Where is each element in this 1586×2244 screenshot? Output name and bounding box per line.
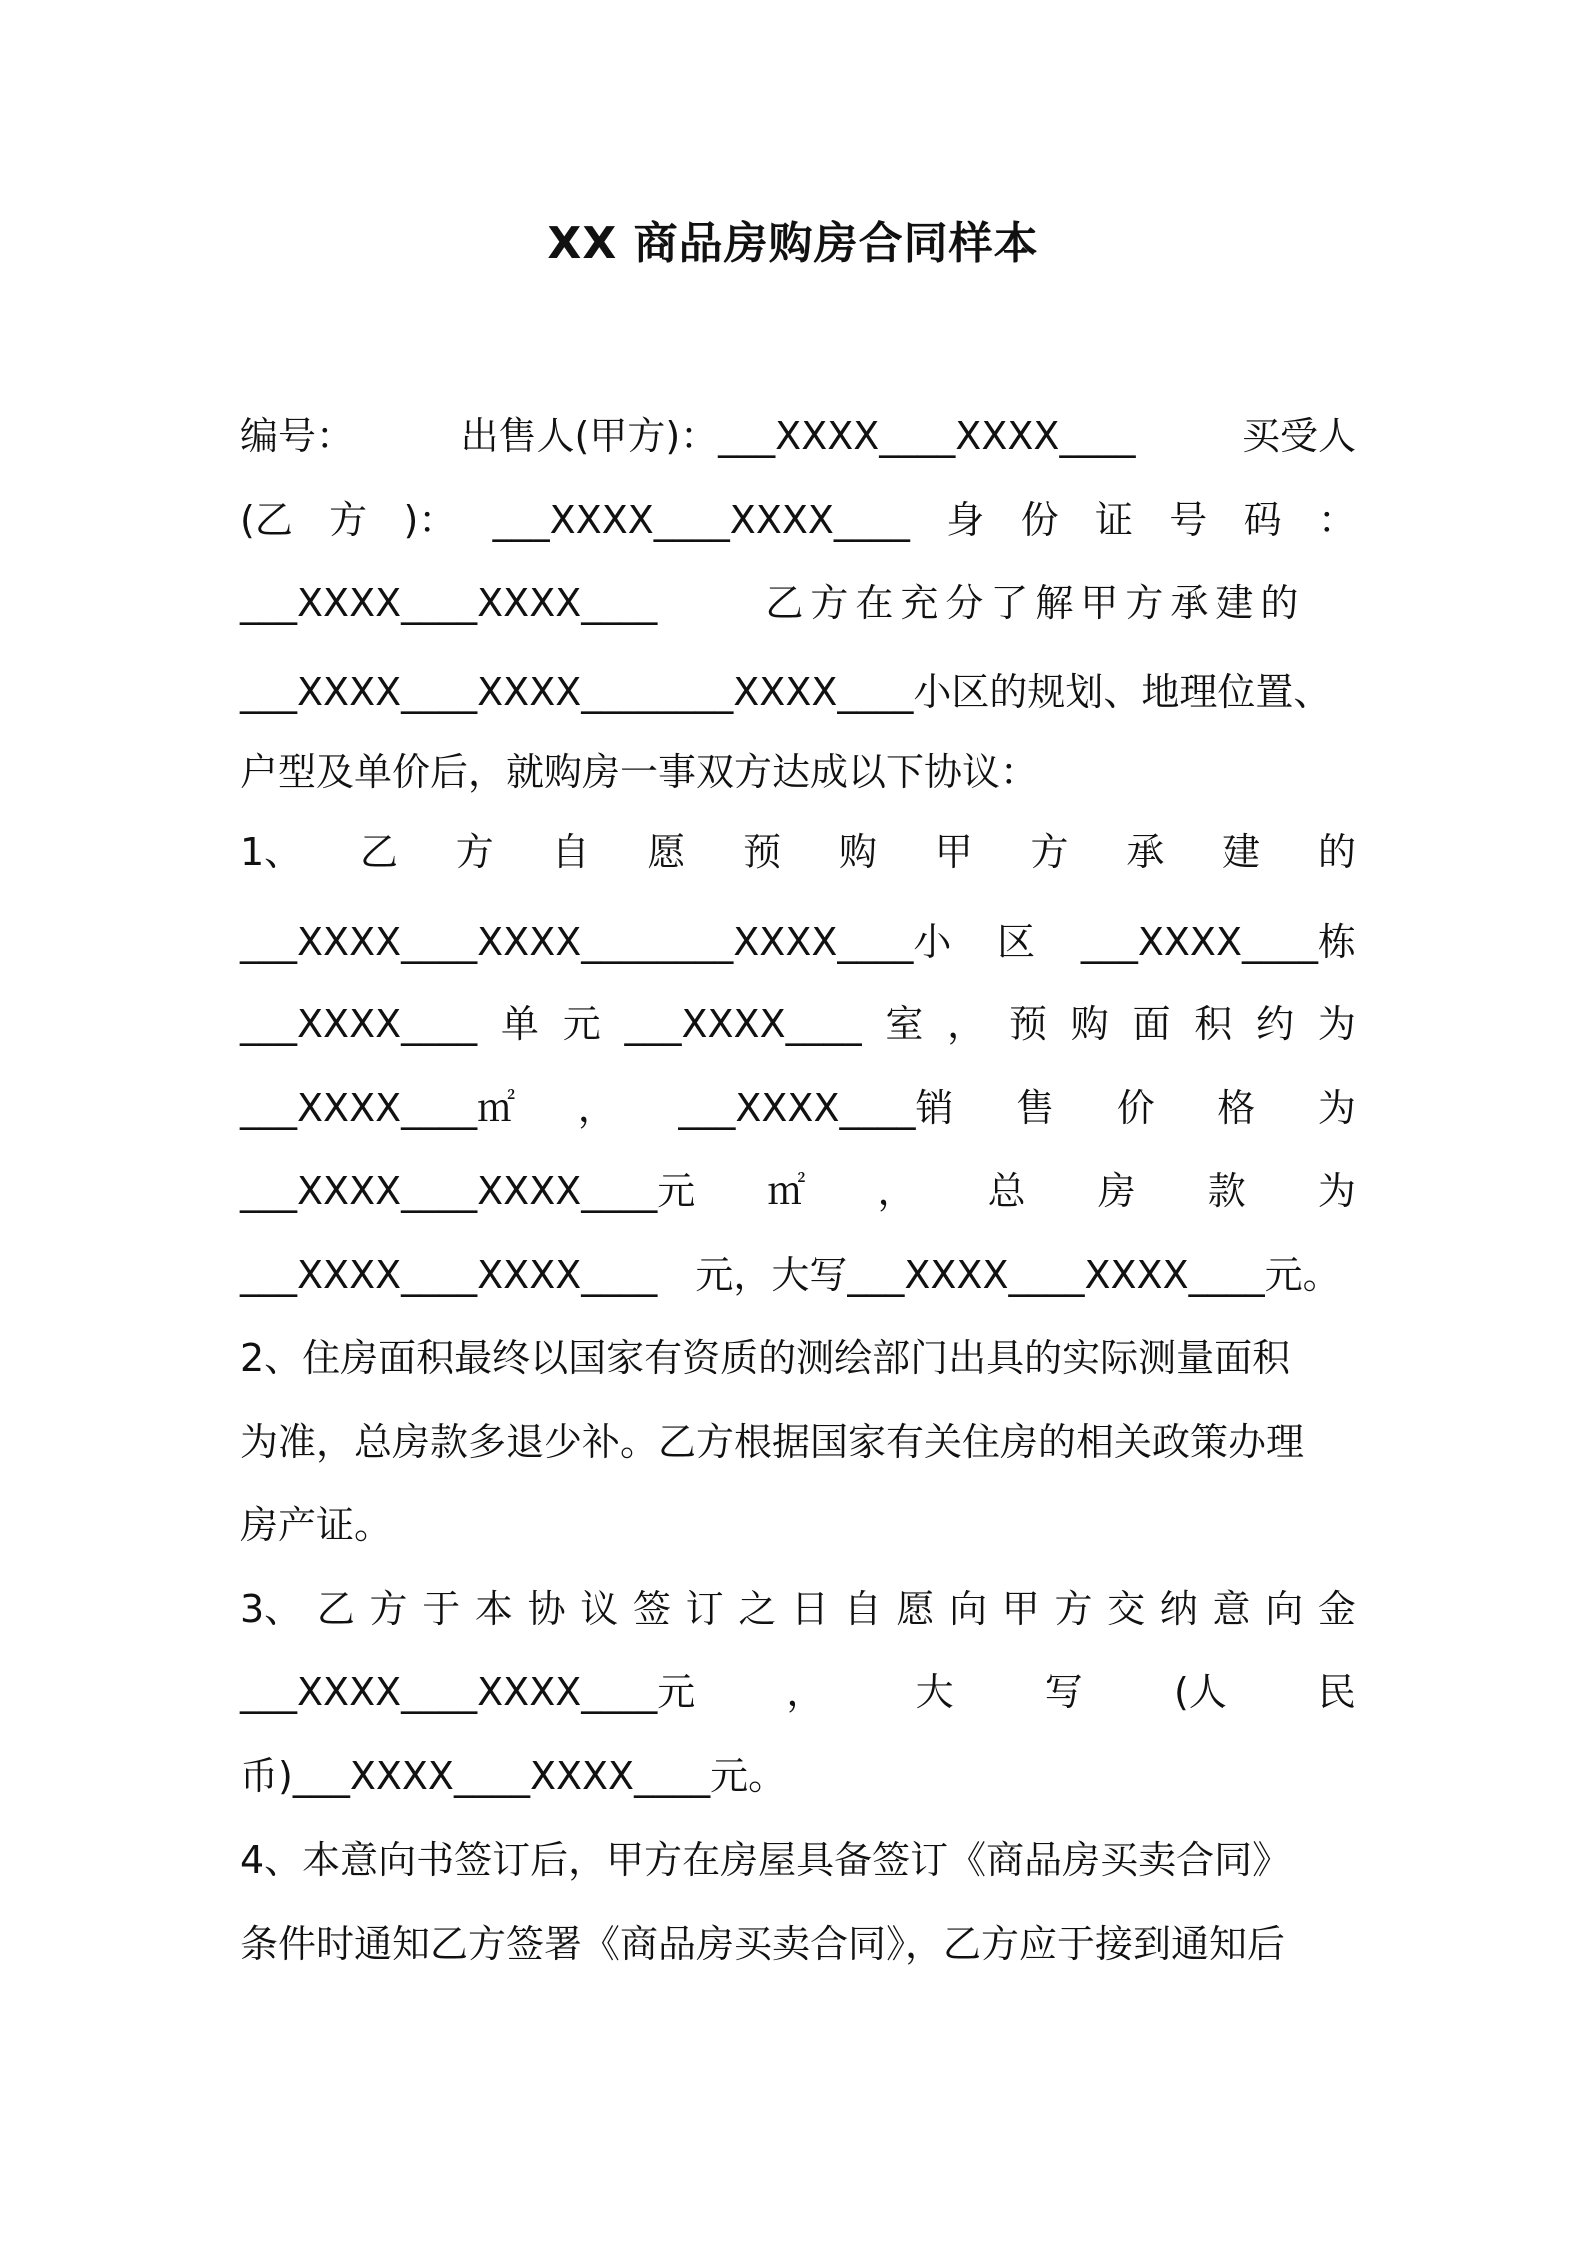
text-segment: 纳: [1159, 1587, 1198, 1631]
text-segment: ___XXXX____XXXX____元: [240, 1670, 696, 1714]
text-segment: 1、: [240, 830, 303, 874]
text-segment: 条件时通知乙方签署《商品房买卖合同》，乙方应于接到通知后: [240, 1922, 1286, 1966]
document-title: XX 商品房购房合同样本: [547, 218, 1039, 269]
contract-line: [240, 1243, 1356, 1307]
text-segment: 方: [1030, 830, 1069, 874]
text-segment: 方: [1054, 1587, 1093, 1631]
text-segment: ___XXXX____XXXX________XXXX____小: [240, 920, 952, 964]
text-segment: ___XXXX____: [624, 1002, 862, 1046]
text-segment: ，: [577, 1086, 616, 1130]
text-segment: 乙方在充分了解甲方承建的: [765, 581, 1306, 625]
text-segment: 建: [1222, 830, 1261, 874]
text-segment: 意: [1212, 1587, 1251, 1631]
text-segment: 房: [1097, 1169, 1136, 1213]
text-segment: 购: [1070, 1002, 1109, 1046]
text-segment: 承: [1126, 830, 1165, 874]
text-segment: 为: [1317, 1002, 1356, 1046]
text-segment: 2、住房面积最终以国家有资质的测绘部门出具的实际测量面积: [240, 1336, 1291, 1380]
text-segment: 购: [838, 830, 877, 874]
contract-line: [240, 1577, 1356, 1641]
text-segment: ，: [786, 1670, 825, 1714]
text-segment: )：: [403, 498, 457, 542]
contract-line: [240, 740, 1356, 804]
text-segment: ___XXXX____: [240, 1002, 478, 1046]
text-segment: (乙: [240, 498, 293, 542]
text-segment: 价: [1116, 1086, 1155, 1130]
text-segment: 大: [915, 1670, 954, 1714]
contract-line: [240, 660, 1356, 724]
contract-line: [240, 1660, 1356, 1724]
text-segment: 议: [580, 1587, 619, 1631]
contract-line: [240, 404, 1356, 468]
contract-line: [240, 1744, 1356, 1808]
contract-line: [240, 571, 1356, 635]
text-segment: 预: [743, 830, 782, 874]
text-segment: 民: [1317, 1670, 1356, 1714]
text-segment: 房产证。: [240, 1503, 393, 1547]
text-segment: 协: [527, 1587, 566, 1631]
text-segment: 户型及单价后，就购房一事双方达成以下协议：: [240, 750, 1039, 794]
text-segment: 金: [1317, 1587, 1356, 1631]
text-segment: 向: [1265, 1587, 1304, 1631]
text-segment: 订: [685, 1587, 724, 1631]
text-segment: ___XXXX____销: [678, 1086, 954, 1130]
text-segment: 证: [1094, 498, 1133, 542]
text-segment: 室: [885, 1002, 924, 1046]
text-segment: 售: [1016, 1086, 1055, 1130]
text-segment: 为准，总房款多退少补。乙方根据国家有关住房的相关政策办理: [240, 1420, 1305, 1464]
text-segment: 方: [369, 1587, 408, 1631]
text-segment: 码: [1243, 498, 1282, 542]
text-segment: 本: [474, 1587, 513, 1631]
text-segment: 元: [562, 1002, 601, 1046]
contract-line: [240, 1828, 1356, 1892]
contract-line: [240, 488, 1356, 552]
text-segment: ___XXXX____栋: [1080, 920, 1356, 964]
text-segment: 日: [791, 1587, 830, 1631]
text-segment: (人: [1173, 1670, 1227, 1714]
text-segment: 签: [632, 1587, 671, 1631]
text-segment: 单: [500, 1002, 539, 1046]
text-segment: 方: [329, 498, 368, 542]
text-segment: ___XXXX____XXXX____: [240, 1253, 658, 1297]
text-segment: 交: [1107, 1587, 1146, 1631]
text-segment: 面: [1132, 1002, 1171, 1046]
text-segment: 于: [422, 1587, 461, 1631]
text-segment: 出售人(甲方)：___XXXX____XXXX____: [460, 414, 1136, 458]
text-segment: 格: [1217, 1086, 1256, 1130]
text-segment: 积: [1194, 1002, 1233, 1046]
text-segment: 乙: [359, 830, 398, 874]
text-segment: 总: [987, 1169, 1026, 1213]
contract-line: [240, 820, 1356, 884]
contract-line: [240, 1912, 1356, 1976]
contract-line: [240, 1159, 1356, 1223]
text-segment: ___XXXX____XXXX____: [492, 498, 910, 542]
text-segment: ：: [1317, 498, 1356, 542]
contract-line: [240, 1076, 1356, 1140]
text-segment: ，: [947, 1002, 986, 1046]
text-segment: 为: [1317, 1086, 1356, 1130]
text-segment: ㎡: [767, 1169, 806, 1213]
text-segment: 写: [1044, 1670, 1083, 1714]
contract-line: [240, 1326, 1356, 1390]
text-segment: 号: [1169, 498, 1208, 542]
text-segment: 预: [1008, 1002, 1047, 1046]
text-segment: 4、本意向书签订后，甲方在房屋具备签订《商品房买卖合同》: [240, 1838, 1291, 1882]
text-segment: 愿: [647, 830, 686, 874]
contract-line: [240, 992, 1356, 1056]
text-segment: 方: [455, 830, 494, 874]
text-segment: 之: [738, 1587, 777, 1631]
text-segment: 愿: [896, 1587, 935, 1631]
text-segment: 币)___XXXX____XXXX____元。: [240, 1754, 787, 1798]
text-segment: 买受人: [1241, 414, 1356, 458]
contract-line: [240, 1410, 1356, 1474]
text-segment: 区: [997, 920, 1036, 964]
text-segment: ，: [877, 1169, 916, 1213]
text-segment: 为: [1317, 1169, 1356, 1213]
text-segment: 编号：: [240, 414, 355, 458]
text-segment: 3、: [240, 1587, 303, 1631]
text-segment: ___XXXX____㎡: [240, 1086, 516, 1130]
text-segment: ___XXXX____XXXX____: [240, 581, 658, 625]
text-segment: 身: [946, 498, 985, 542]
text-segment: 份: [1020, 498, 1059, 542]
text-segment: 元，大写___XXXX____XXXX____元。: [695, 1253, 1341, 1297]
text-segment: 自: [843, 1587, 882, 1631]
text-segment: 甲: [934, 830, 973, 874]
text-segment: 自: [551, 830, 590, 874]
contract-line: [240, 910, 1356, 974]
text-segment: 款: [1207, 1169, 1246, 1213]
text-segment: ___XXXX____XXXX________XXXX____小区的规划、地理位置、: [240, 670, 1332, 714]
text-segment: 的: [1317, 830, 1356, 874]
text-segment: ___XXXX____XXXX____元: [240, 1169, 696, 1213]
text-segment: 乙: [316, 1587, 355, 1631]
text-segment: 约: [1256, 1002, 1295, 1046]
text-segment: 甲: [1001, 1587, 1040, 1631]
text-segment: 向: [949, 1587, 988, 1631]
contract-line: [240, 1493, 1356, 1557]
